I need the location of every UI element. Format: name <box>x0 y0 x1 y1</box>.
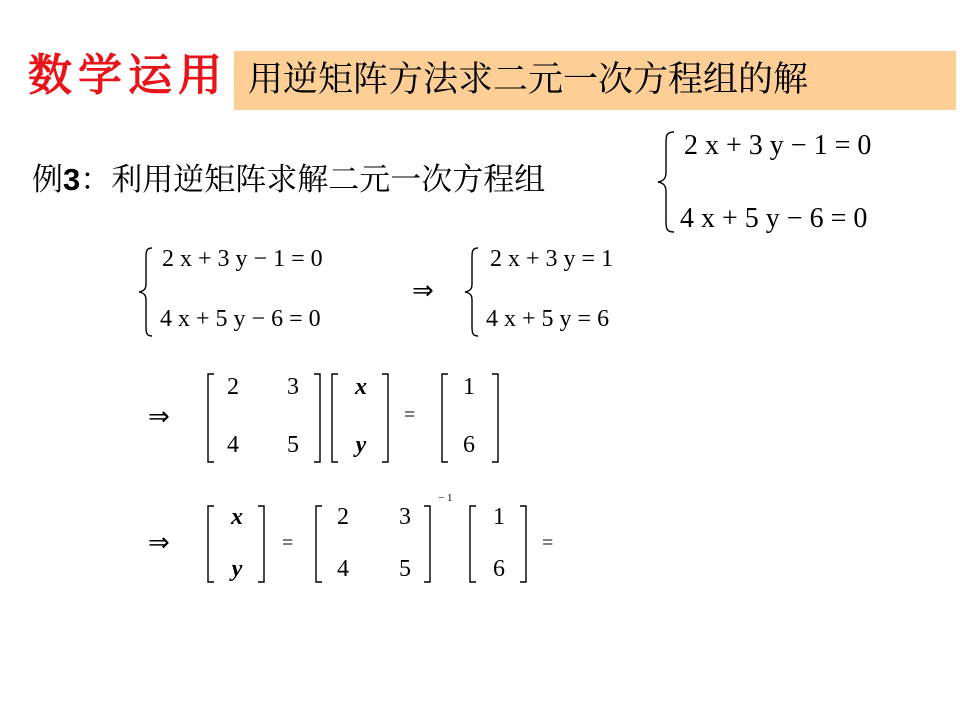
matrix-cell: 2 <box>227 374 239 400</box>
problem-statement <box>32 158 545 202</box>
matrix-cell: 3 <box>287 374 299 400</box>
vector-cell: y <box>231 556 243 582</box>
equals-sign: = <box>542 532 554 554</box>
rearranged-equation-2: 4 x + 5 y = 6 <box>486 306 610 332</box>
implies-arrow-1: ⇒ <box>412 276 434 306</box>
matrix-cell: 4 <box>337 556 349 582</box>
example-number: 3 <box>63 162 81 197</box>
matrix-cell: 4 <box>227 432 239 458</box>
example-colon: ： <box>80 162 112 198</box>
matrix-cell: 5 <box>287 432 299 458</box>
equation-text: 4 x + 5 y − 6 = 0 <box>680 203 868 234</box>
vector-cell: x <box>355 374 367 400</box>
original-equation-2: 4 x + 5 y − 6 = 0 <box>160 306 321 332</box>
implies-arrow-2: ⇒ <box>148 402 170 432</box>
rearranged-equation-1: 2 x + 3 y = 1 <box>490 246 614 272</box>
vector-cell: 1 <box>493 504 505 530</box>
vector-cell: 6 <box>493 556 505 582</box>
system-equation-1 <box>684 130 871 162</box>
equals-sign: = <box>404 404 416 426</box>
original-equation-1: 2 x + 3 y − 1 = 0 <box>162 246 323 272</box>
vector-cell: 1 <box>463 374 475 400</box>
matrix-cell: 3 <box>399 504 411 530</box>
topic-banner: 用逆矩阵方法求二元一次方程组的解 <box>234 51 956 110</box>
example-label: 例 <box>32 162 63 198</box>
system-brace-left <box>136 244 160 340</box>
equals-sign: = <box>282 532 294 554</box>
system-equation-2 <box>680 203 867 235</box>
problem-text: 利用逆矩阵求解二元一次方程组 <box>111 162 546 198</box>
matrix-cell: 2 <box>337 504 349 530</box>
implies-arrow-3: ⇒ <box>148 528 170 558</box>
matrix-cell: 5 <box>399 556 411 582</box>
inverse-exponent: − 1 <box>438 492 453 504</box>
system-brace-right <box>462 244 486 340</box>
equation-text: 2 x + 3 y − 1 = 0 <box>684 130 872 161</box>
vector-cell: y <box>355 432 367 458</box>
vector-cell: 6 <box>463 432 475 458</box>
vector-cell: x <box>231 504 243 530</box>
section-title: 数学运用 <box>28 50 228 101</box>
